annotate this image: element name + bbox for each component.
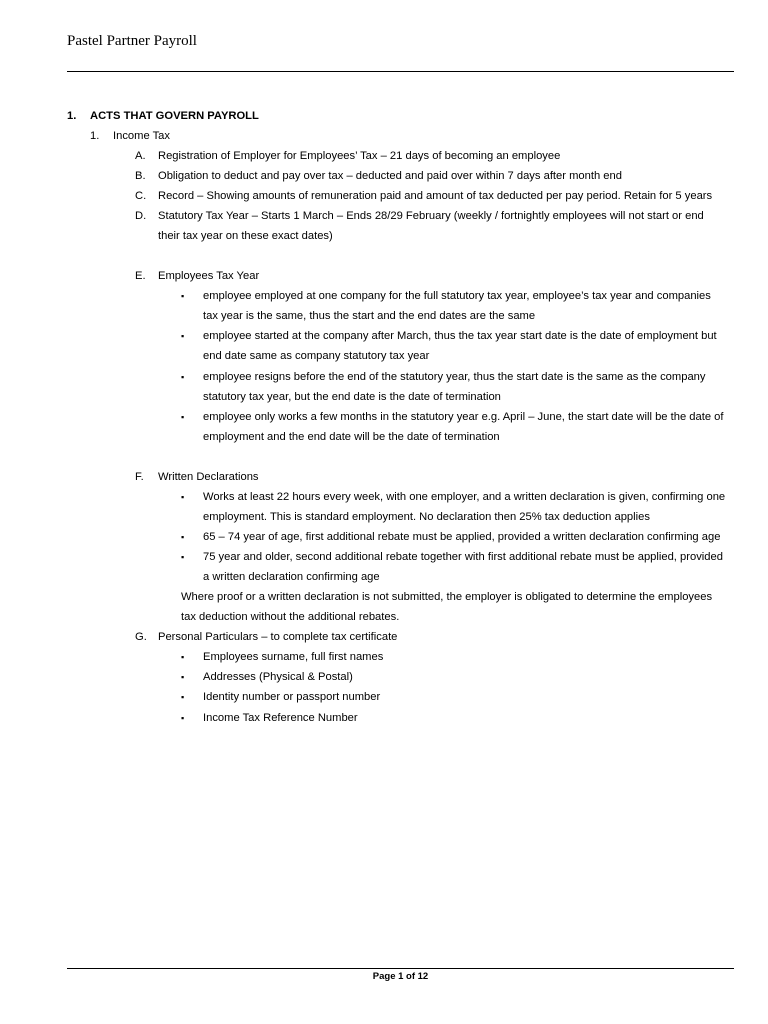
section-title: ACTS THAT GOVERN PAYROLL [90, 110, 259, 122]
item-e-bullet-line: employee employed at one company for the full statutory tax year, employee’s tax year and companies [203, 290, 711, 302]
item-f-bullet-line: 75 year and older, second additional rebate together with first additional rebate must be applied, provided [203, 551, 723, 563]
bullet-marker: ▪ [181, 552, 185, 562]
item-e-bullet-line: statutory tax year, but the end date is the date of termination [203, 391, 501, 403]
bullet-marker: ▪ [181, 331, 185, 341]
bullet-marker: ▪ [181, 372, 185, 382]
item-b-label: B. [135, 170, 146, 182]
item-e-bullet-line: tax year is the same, thus the start and the end dates are the same [203, 310, 536, 322]
subsection-title: Income Tax [113, 130, 171, 142]
item-d-line: Statutory Tax Year – Starts 1 March – Ends 28/29 February (weekly / fortnightly employees will not start or end [158, 210, 704, 222]
subsection-number: 1. [90, 130, 100, 142]
item-d-line: their tax year on these exact dates) [158, 230, 333, 242]
item-a-label: A. [135, 150, 146, 162]
item-f-bullet-line: employment. This is standard employment. No declaration then 25% tax deduction applies [203, 511, 650, 523]
item-g-text: Personal Particulars – to complete tax certificate [158, 631, 398, 643]
item-g-bullet: Employees surname, full first names [203, 651, 384, 663]
page-number: Page 1 of 12 [372, 971, 429, 982]
bullet-marker: ▪ [181, 652, 185, 662]
item-g-label: G. [135, 631, 147, 643]
item-e-text: Employees Tax Year [158, 270, 260, 282]
item-g-bullet: Addresses (Physical & Postal) [203, 671, 353, 683]
item-f-text: Written Declarations [158, 471, 259, 483]
item-g-bullet: Income Tax Reference Number [203, 712, 358, 724]
item-c-label: C. [135, 190, 147, 202]
header-rule [67, 71, 734, 72]
item-f-note-line: Where proof or a written declaration is not submitted, the employer is obligated to determine the employees [181, 591, 713, 603]
item-e-bullet-line: end date same as company statutory tax year [203, 350, 430, 362]
item-b-text: Obligation to deduct and pay over tax – deducted and paid over within 7 days after month end [158, 170, 622, 182]
bullet-marker: ▪ [181, 692, 185, 702]
item-f-label: F. [135, 471, 144, 483]
bullet-marker: ▪ [181, 713, 185, 723]
item-g-bullet: Identity number or passport number [203, 691, 381, 703]
bullet-marker: ▪ [181, 672, 185, 682]
item-f-bullet-line: 65 – 74 year of age, first additional rebate must be applied, provided a written declaration confirming age [203, 531, 721, 543]
item-e-label: E. [135, 270, 146, 282]
footer-rule [67, 968, 734, 969]
bullet-marker: ▪ [181, 412, 185, 422]
bullet-marker: ▪ [181, 532, 185, 542]
item-a-text: Registration of Employer for Employees’ Tax – 21 days of becoming an employee [158, 150, 561, 162]
bullet-marker: ▪ [181, 291, 185, 301]
item-f-note-line: tax deduction without the additional rebates. [181, 611, 400, 623]
item-f-bullet-line: Works at least 22 hours every week, with one employer, and a written declaration is given, confirming one [203, 491, 726, 503]
section-number: 1. [67, 110, 77, 122]
item-c-text: Record – Showing amounts of remuneration paid and amount of tax deducted per pay period. Retain for 5 years [158, 190, 713, 202]
page-header-title: Pastel Partner Payroll [67, 33, 197, 49]
bullet-marker: ▪ [181, 492, 185, 502]
item-e-bullet-line: employee only works a few months in the statutory year e.g. April – June, the start date will be the date of [203, 411, 724, 423]
item-e-bullet-line: employee started at the company after March, thus the tax year start date is the date of employment but [203, 330, 717, 342]
item-d-label: D. [135, 210, 147, 222]
item-e-bullet-line: employment and the end date will be the date of termination [203, 431, 500, 443]
item-f-bullet-line: a written declaration confirming age [203, 571, 380, 583]
item-e-bullet-line: employee resigns before the end of the statutory year, thus the start date is the same as the company [203, 371, 706, 383]
